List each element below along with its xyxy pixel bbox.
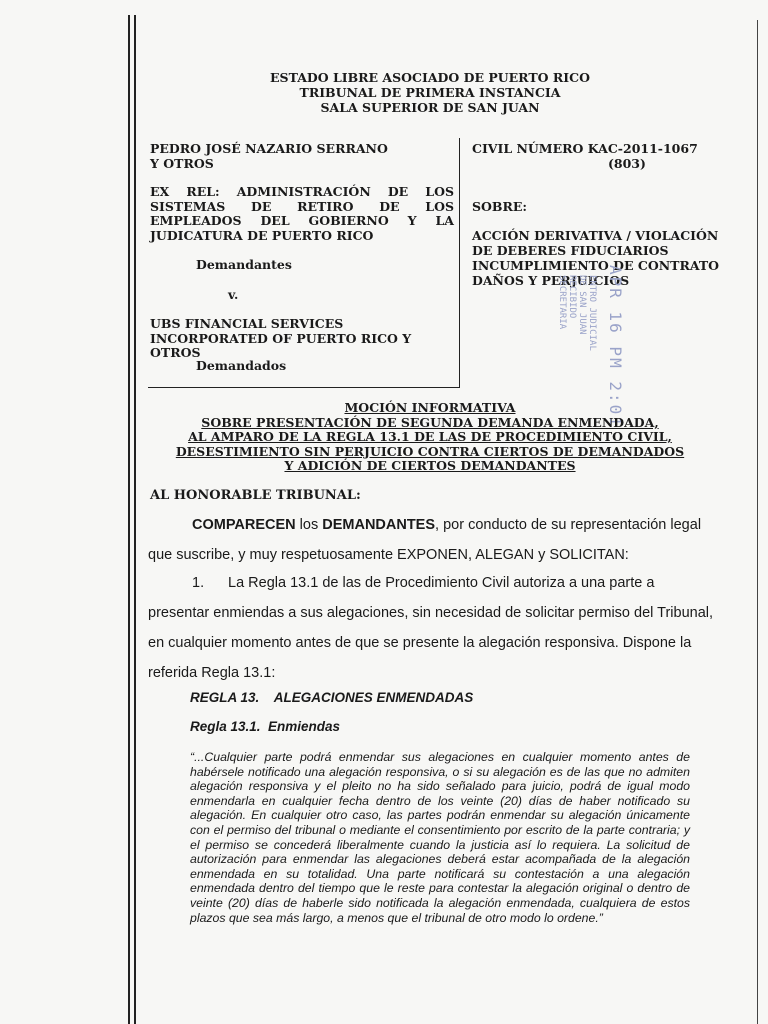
margin-rule-outer [128,15,130,1024]
rule-quote: “...Cualquier parte podrá enmendar sus alegaciones en cualquier momento antes de habérsele notificado una alegación responsiva, o si su alegación es de las que no admiten alegación responsiva y el pleito no ha sido señalado para juicio, podrá de igual modo enmendarla en cualquier fecha dentro de los veinte (20) días de haber notificado su alegación. En cualquier otro caso, las partes podrán enmendar su alegación únicamente con el permiso del tribunal o mediante el consentimiento por escrito de la parte contraria; y el permiso se concederá liberalmente cuando la justicia así lo requiera. La solicitud de autorización para enmendar las alegaciones deberá estar acompañada de la alegación enmendada en su totalidad. Una parte notificará su contestación a una alegación enmendada dentro del tiempo que le reste para contestar la alegación original o dentro de veinte (20) días de haberle sido notificada la alegación enmendada, cualquiera de estos plazos que sea más largo, a menos que el tribunal de otro modo lo ordene.” [190,750,690,925]
ex-rel: EX REL: ADMINISTRACIÓN DE LOS SISTEMAS DE RETIRO DE LOS EMPLEADOS DEL GOBIERNO Y LA JUDICATURA DE PUERTO RICO [150,184,454,243]
header-line-3: SALA SUPERIOR DE SAN JUAN [320,100,540,115]
plaintiff-name: PEDRO JOSÉ NAZARIO SERRANO [150,141,388,156]
margin-rule-right [757,20,758,1024]
motion-title [150,401,710,474]
header-line-1: ESTADO LIBRE ASOCIADO DE PUERTO RICO [270,70,590,85]
case-room: (803) [608,156,646,171]
plaintiffs-label: Demandantes [196,257,292,272]
motion-title-line-5: Y ADICIÓN DE CIERTOS DEMANDANTES [284,458,576,473]
subject-line-3: INCUMPLIMIENTO DE CONTRATO [472,258,720,273]
para1-text-1: La Regla 13.1 de las de Procedimiento Civil autoriza a una parte a [228,575,655,591]
subject-line-4: DAÑOS Y PERJUICIOS [472,273,630,288]
rule-subheading: Regla 13.1. Enmiendas [190,719,341,734]
caption-divider [459,138,460,388]
defendant: UBS FINANCIAL SERVICES INCORPORATED OF PUERTO RICO Y OTROS [150,316,412,360]
intro-text-1: los [295,517,323,533]
stamp-text: ENTRO JUDICIAL DE SAN JUAN RECIBIDO SECRETARIA [557,275,597,351]
motion-title-line-4: DESESTIMIENTO SIN PERJUICIO CONTRA CIERTOS DE DEMANDADOS [175,443,685,459]
motion-title-line-1: MOCIÓN INFORMATIVA [344,400,516,415]
intro-text-2: , por conducto de su representación legal [435,517,702,533]
intro-bold-2: DEMANDANTES [322,517,436,533]
subject-line-2: DE DEBERES FIDUCIARIOS [472,243,669,258]
subject-line-1: ACCIÓN DERIVATIVA / VIOLACIÓN [472,228,719,243]
defendants-label: Demandados [196,358,287,373]
intro-line-2: que suscribe, y muy respetuosamente EXPONEN, ALEGAN y SOLICITAN: [148,547,629,563]
para1-line-1 [148,568,726,598]
intro-line-1 [148,510,726,540]
header-line-2: TRIBUNAL DE PRIMERA INSTANCIA [299,85,561,100]
plaintiff-others: Y OTROS [150,156,214,171]
para1-line-4: referida Regla 13.1: [148,665,276,681]
intro-paragraph [148,510,726,570]
motion-title-line-3: AL AMPARO DE LA REGLA 13.1 DE LAS DE PROCEDIMIENTO CIVIL, [188,429,672,444]
paragraph-1 [148,568,726,688]
sobre-label: SOBRE: [472,199,528,214]
para1-line-3: en cualquier momento antes de que se presente la alegación responsiva. Dispone la [148,635,692,651]
caption-parties [148,138,460,388]
case-number: CIVIL NÚMERO KAC-2011-1067 [472,141,698,156]
court-header [150,70,710,115]
stamp-date: APR 16 PM 2:01 [606,265,625,428]
para1-number: 1. [192,575,205,591]
caption-bottom-rule [148,387,460,388]
salutation: AL HONORABLE TRIBUNAL: [150,488,361,503]
versus: v. [228,287,239,302]
motion-title-line-2: SOBRE PRESENTACIÓN DE SEGUNDA DEMANDA ENMENDADA, [201,414,659,430]
rule-heading: REGLA 13. ALEGACIONES ENMENDADAS [190,690,474,705]
margin-rule-inner [134,15,136,1024]
para1-line-2: presentar enmiendas a sus alegaciones, sin necesidad de solicitar permiso del Tribunal, [148,605,714,621]
intro-bold-1: COMPARECEN [192,517,296,533]
received-stamp [557,265,665,428]
